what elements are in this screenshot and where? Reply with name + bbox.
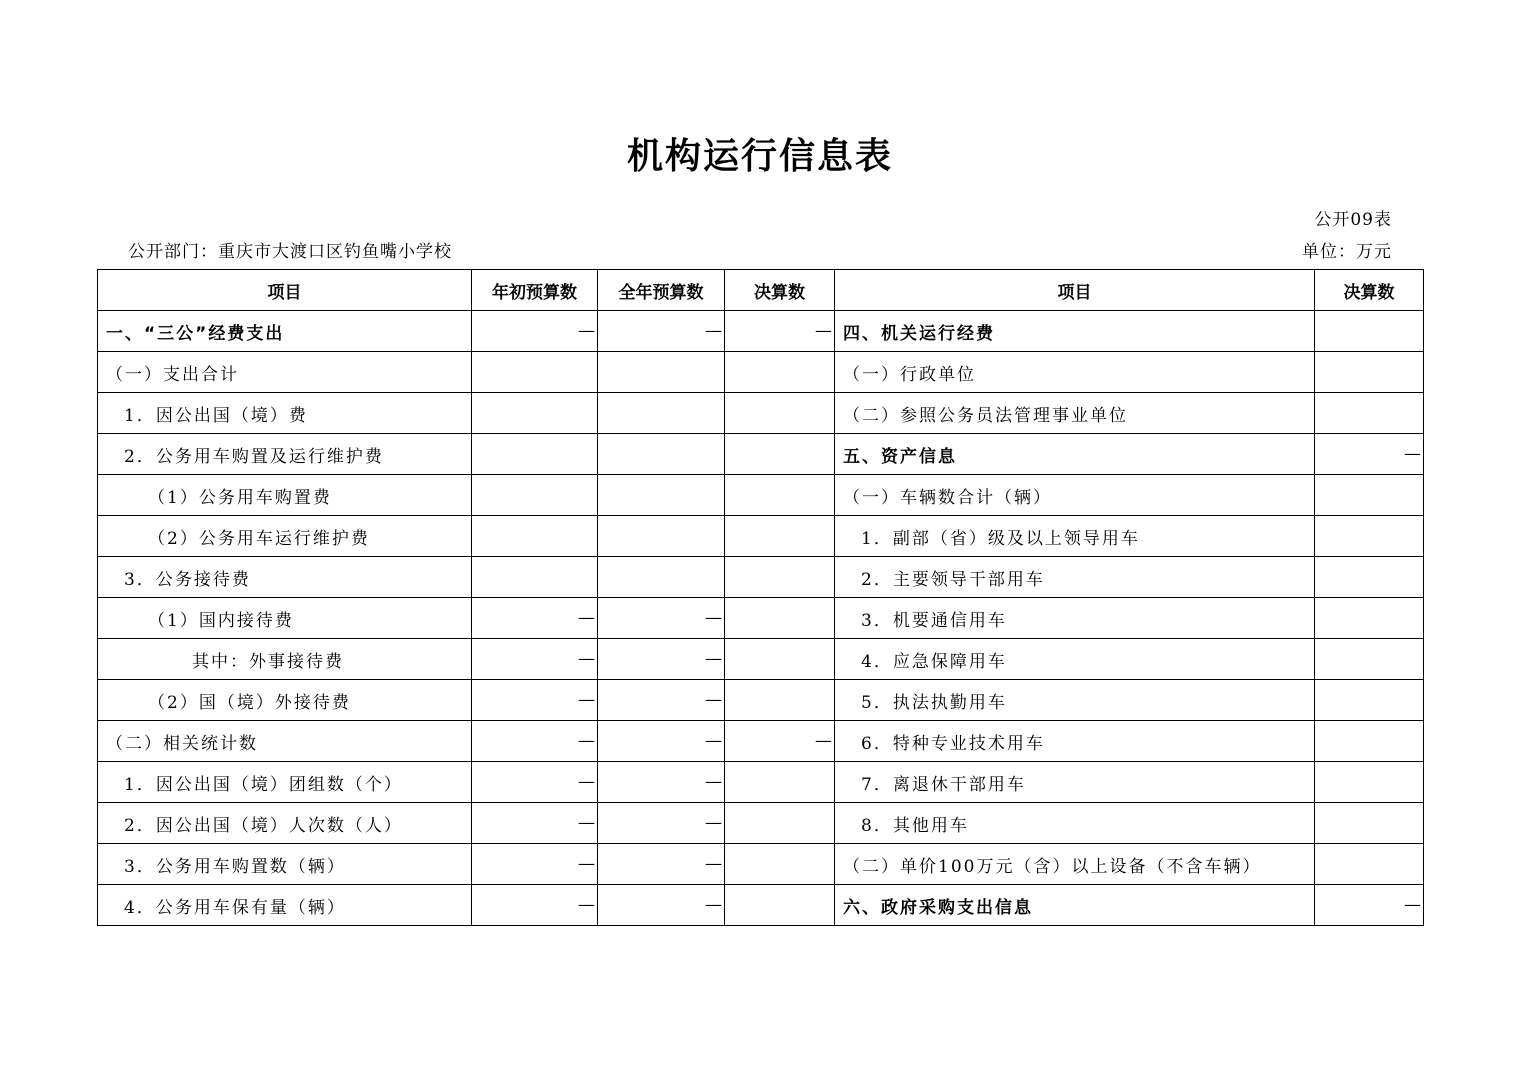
annual-budget-cell: —	[598, 844, 725, 885]
header-initial-budget: 年初预算数	[472, 270, 598, 311]
table-row	[98, 393, 1424, 434]
header-final-2: 决算数	[1315, 270, 1424, 311]
table-row	[98, 352, 1424, 393]
final-cell	[725, 803, 835, 844]
left-item-cell: （1）国内接待费	[98, 598, 472, 639]
right-item-cell: （二）单价100万元（含）以上设备（不含车辆）	[835, 844, 1315, 885]
initial-budget-cell: —	[472, 311, 598, 352]
header-final: 决算数	[725, 270, 835, 311]
right-item-cell: 5．执法执勤用车	[835, 680, 1315, 721]
annual-budget-cell: —	[598, 885, 725, 926]
header-item: 项目	[98, 270, 472, 311]
final-2-cell	[1315, 639, 1424, 680]
right-item-cell: （一）车辆数合计（辆）	[835, 475, 1315, 516]
table-row	[98, 762, 1424, 803]
final-cell	[725, 885, 835, 926]
right-item-cell: 2．主要领导干部用车	[835, 557, 1315, 598]
table-row	[98, 311, 1424, 352]
final-2-cell	[1315, 352, 1424, 393]
table-row	[98, 721, 1424, 762]
table-row	[98, 885, 1424, 926]
annual-budget-cell: —	[598, 639, 725, 680]
right-item-cell: 4．应急保障用车	[835, 639, 1315, 680]
annual-budget-cell	[598, 393, 725, 434]
final-cell	[725, 844, 835, 885]
final-cell	[725, 680, 835, 721]
final-cell	[725, 352, 835, 393]
unit-label: 单位：万元	[1302, 242, 1392, 262]
left-item-cell: 其中：外事接待费	[98, 639, 472, 680]
left-item-cell: 2．公务用车购置及运行维护费	[98, 434, 472, 475]
initial-budget-cell	[472, 516, 598, 557]
initial-budget-cell: —	[472, 885, 598, 926]
initial-budget-cell	[472, 352, 598, 393]
annual-budget-cell: —	[598, 803, 725, 844]
final-cell	[725, 557, 835, 598]
right-item-cell: 3．机要通信用车	[835, 598, 1315, 639]
left-item-cell: （1）公务用车购置费	[98, 475, 472, 516]
final-cell	[725, 762, 835, 803]
initial-budget-cell: —	[472, 721, 598, 762]
initial-budget-cell: —	[472, 803, 598, 844]
table-row	[98, 557, 1424, 598]
final-2-cell	[1315, 557, 1424, 598]
final-2-cell	[1315, 721, 1424, 762]
right-item-cell: 四、机关运行经费	[835, 311, 1315, 352]
final-2-cell	[1315, 844, 1424, 885]
header-item-2: 项目	[835, 270, 1315, 311]
annual-budget-cell: —	[598, 680, 725, 721]
final-cell	[725, 434, 835, 475]
annual-budget-cell	[598, 475, 725, 516]
department-label: 公开部门：重庆市大渡口区钓鱼嘴小学校	[128, 242, 452, 262]
final-cell: —	[725, 311, 835, 352]
final-2-cell	[1315, 762, 1424, 803]
initial-budget-cell: —	[472, 598, 598, 639]
table-row	[98, 844, 1424, 885]
final-cell	[725, 393, 835, 434]
table-row	[98, 516, 1424, 557]
left-item-cell: 4．公务用车保有量（辆）	[98, 885, 472, 926]
annual-budget-cell: —	[598, 311, 725, 352]
header-row	[98, 270, 1424, 311]
table-row	[98, 680, 1424, 721]
initial-budget-cell: —	[472, 762, 598, 803]
annual-budget-cell	[598, 434, 725, 475]
final-2-cell: —	[1315, 434, 1424, 475]
final-2-cell	[1315, 311, 1424, 352]
final-2-cell: —	[1315, 885, 1424, 926]
table-row	[98, 803, 1424, 844]
annual-budget-cell	[598, 352, 725, 393]
right-item-cell: 六、政府采购支出信息	[835, 885, 1315, 926]
initial-budget-cell	[472, 475, 598, 516]
final-2-cell	[1315, 803, 1424, 844]
info-table	[97, 269, 1424, 926]
annual-budget-cell: —	[598, 762, 725, 803]
final-2-cell	[1315, 598, 1424, 639]
annual-budget-cell: —	[598, 721, 725, 762]
annual-budget-cell: —	[598, 598, 725, 639]
final-cell	[725, 639, 835, 680]
right-item-cell: 1．副部（省）级及以上领导用车	[835, 516, 1315, 557]
left-item-cell: （二）相关统计数	[98, 721, 472, 762]
table-id: 公开09表	[1314, 210, 1392, 230]
final-cell	[725, 516, 835, 557]
initial-budget-cell	[472, 434, 598, 475]
left-item-cell: 1．因公出国（境）团组数（个）	[98, 762, 472, 803]
left-item-cell: 3．公务接待费	[98, 557, 472, 598]
table-row	[98, 639, 1424, 680]
table-body	[98, 311, 1424, 926]
left-item-cell: （2）国（境）外接待费	[98, 680, 472, 721]
annual-budget-cell	[598, 557, 725, 598]
left-item-cell: 2．因公出国（境）人次数（人）	[98, 803, 472, 844]
right-item-cell: 7．离退休干部用车	[835, 762, 1315, 803]
right-item-cell: （一）行政单位	[835, 352, 1315, 393]
left-item-cell: （2）公务用车运行维护费	[98, 516, 472, 557]
final-2-cell	[1315, 475, 1424, 516]
initial-budget-cell: —	[472, 639, 598, 680]
initial-budget-cell: —	[472, 680, 598, 721]
initial-budget-cell: —	[472, 844, 598, 885]
right-item-cell: 6．特种专业技术用车	[835, 721, 1315, 762]
table-row	[98, 475, 1424, 516]
final-cell	[725, 475, 835, 516]
final-2-cell	[1315, 516, 1424, 557]
initial-budget-cell	[472, 393, 598, 434]
left-item-cell: 1．因公出国（境）费	[98, 393, 472, 434]
final-cell	[725, 598, 835, 639]
table-row	[98, 598, 1424, 639]
table-row	[98, 434, 1424, 475]
initial-budget-cell	[472, 557, 598, 598]
right-item-cell: 8．其他用车	[835, 803, 1315, 844]
annual-budget-cell	[598, 516, 725, 557]
header-annual-budget: 全年预算数	[598, 270, 725, 311]
right-item-cell: 五、资产信息	[835, 434, 1315, 475]
final-2-cell	[1315, 680, 1424, 721]
left-item-cell: （一）支出合计	[98, 352, 472, 393]
right-item-cell: （二）参照公务员法管理事业单位	[835, 393, 1315, 434]
final-cell: —	[725, 721, 835, 762]
left-item-cell: 一、“三公”经费支出	[98, 311, 472, 352]
page-title: 机构运行信息表	[626, 136, 893, 177]
final-2-cell	[1315, 393, 1424, 434]
left-item-cell: 3．公务用车购置数（辆）	[98, 844, 472, 885]
